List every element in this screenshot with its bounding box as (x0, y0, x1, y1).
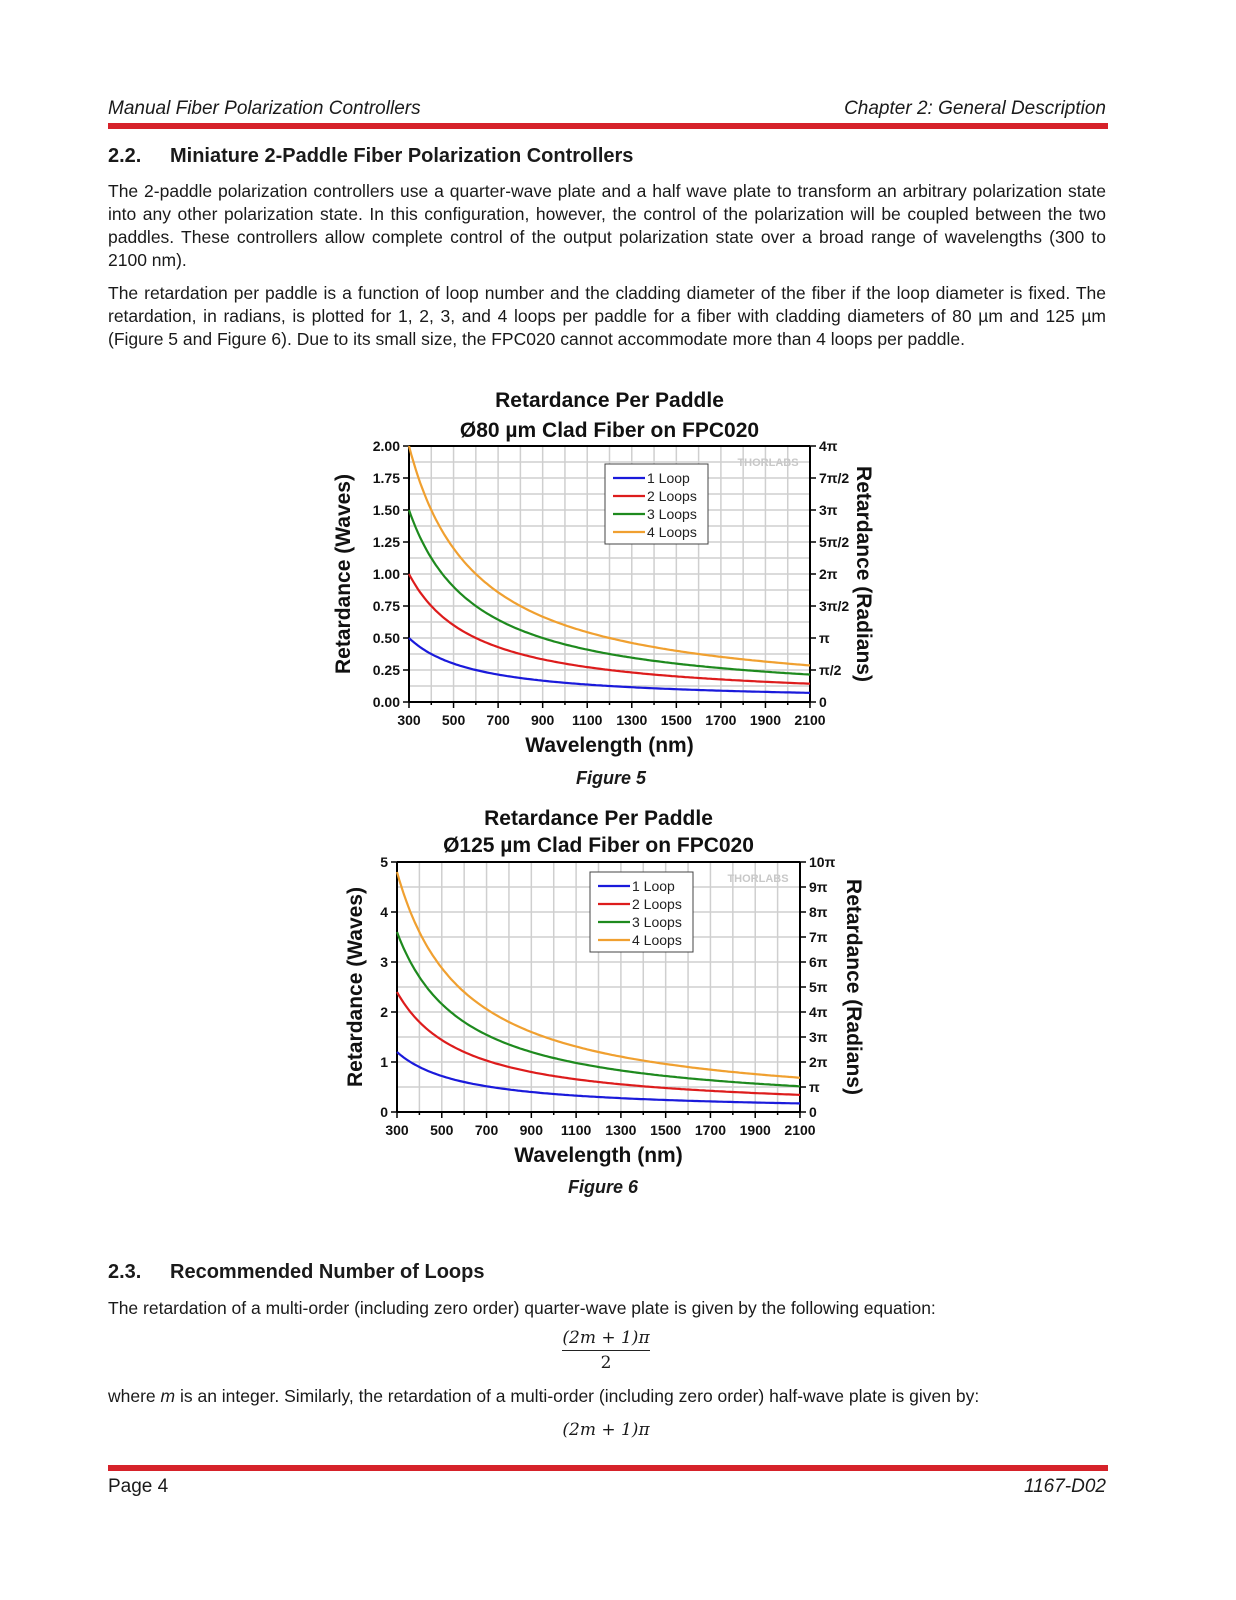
x-tick-label: 900 (519, 1122, 544, 1138)
x-tick-label: 500 (441, 712, 466, 728)
y-tick-label: 0.75 (372, 598, 400, 614)
legend-label: 2 Loops (647, 488, 697, 504)
header-divider (108, 123, 1108, 129)
y2-tick-label: 3π (809, 1029, 828, 1045)
figure-6-chart (320, 800, 900, 1170)
header-left: Manual Fiber Polarization Controllers (108, 98, 421, 119)
legend-label: 1 Loop (632, 878, 675, 894)
y2-tick-label: 5π/2 (819, 534, 850, 550)
y2-tick-label: 5π (809, 979, 828, 995)
y-tick-label: 2.00 (372, 438, 400, 454)
figure-5-caption: Figure 5 (575, 768, 646, 788)
legend-label: 2 Loops (632, 896, 682, 912)
section-number: 2.2. (108, 145, 142, 167)
paragraph (108, 1385, 1106, 1408)
legend-label: 3 Loops (647, 506, 697, 522)
footer-divider (108, 1465, 1108, 1471)
legend-label: 4 Loops (647, 524, 697, 540)
y2-tick-label: 3π (819, 502, 838, 518)
y2-tick-label: 4π (819, 438, 838, 454)
section-title: Recommended Number of Loops (170, 1261, 485, 1283)
y-tick-label: 1.25 (372, 534, 400, 550)
legend-label: 1 Loop (647, 470, 690, 486)
variable-m: m (160, 1386, 176, 1406)
y-tick-label: 4 (380, 904, 388, 920)
page-footer (108, 1476, 1106, 1498)
fraction-bar (562, 1350, 649, 1351)
y-tick-label: 1.75 (372, 470, 400, 486)
y-tick-label: 3 (380, 954, 388, 970)
watermark-logo: THORLABS (727, 873, 789, 885)
figure-5-chart (320, 382, 900, 762)
running-header (108, 98, 1106, 120)
y-tick-label: 1.00 (372, 566, 400, 582)
y2-tick-label: 10π (809, 854, 836, 870)
chart-subtitle: Ø80 µm Clad Fiber on FPC020 (459, 419, 760, 442)
y-tick-label: 0 (380, 1104, 388, 1120)
y2-tick-label: π/2 (819, 662, 842, 678)
legend-label: 4 Loops (632, 932, 682, 948)
y-tick-label: 2 (380, 1004, 388, 1020)
paragraph: The retardation of a multi-order (including zero order) quarter-wave plate is given by the following equation: (108, 1298, 936, 1318)
x-tick-label: 1300 (605, 1122, 637, 1138)
y-tick-label: 1.50 (372, 502, 400, 518)
y2-tick-label: 7π (809, 929, 828, 945)
y2-tick-label: π (819, 630, 830, 646)
x-tick-label: 900 (530, 712, 555, 728)
legend-label: 3 Loops (632, 914, 682, 930)
text: is an integer. Similarly, the retardation of a multi-order (including zero order) half-wave plate is given by: (175, 1386, 980, 1406)
document-id: 1167-D02 (1023, 1476, 1106, 1497)
y2-tick-label: 4π (809, 1004, 828, 1020)
x-tick-label: 2100 (794, 712, 826, 728)
section-heading-2-2 (108, 145, 633, 168)
paragraph: The 2-paddle polarization controllers use a quarter-wave plate and a half wave plate to transform an arbitrary polarization state into any other polarization state. In this configuration, however, the control of the polarization will be coupled between the two paddles. These controllers allow complete control of the output polarization state over a broad range of wavelengths (300 to 2100 nm). (108, 181, 1106, 270)
x-tick-label: 1500 (650, 1122, 682, 1138)
header-right: Chapter 2: General Description (844, 98, 1106, 119)
x-axis-label: Wavelength (nm) (514, 1144, 683, 1167)
y-tick-label: 1 (380, 1054, 388, 1070)
x-tick-label: 1500 (660, 712, 692, 728)
equation-denominator: 2 (600, 1353, 612, 1373)
x-tick-label: 1100 (572, 712, 603, 728)
y2-tick-label: 2π (809, 1054, 828, 1070)
y2-tick-label: 8π (809, 904, 828, 920)
y2-axis-label: Retardance (Radians) (842, 879, 865, 1095)
y2-tick-label: 0 (809, 1104, 817, 1120)
figure-6-caption: Figure 6 (567, 1177, 638, 1197)
chart-title: Retardance Per Paddle (495, 389, 724, 412)
page-number: Page 4 (108, 1476, 169, 1497)
x-tick-label: 1100 (560, 1122, 592, 1138)
chart-title: Retardance Per Paddle (484, 807, 713, 830)
y-tick-label: 0.25 (372, 662, 400, 678)
y2-tick-label: 3π/2 (819, 598, 850, 614)
chart-subtitle: Ø125 µm Clad Fiber on FPC020 (443, 834, 754, 857)
x-tick-label: 1900 (739, 1122, 771, 1138)
x-tick-label: 1700 (694, 1122, 727, 1138)
equation-half-wave: (2m + 1)π (562, 1420, 650, 1440)
y2-tick-label: 9π (809, 879, 828, 895)
equation-quarter-wave (556, 1328, 656, 1373)
section-heading-2-3 (108, 1261, 484, 1284)
y-tick-label: 0.50 (372, 630, 400, 646)
watermark-logo: THORLABS (737, 457, 799, 469)
equation-numerator: (2m + 1)π (562, 1328, 650, 1348)
x-tick-label: 500 (430, 1122, 454, 1138)
x-tick-label: 300 (397, 712, 421, 728)
x-tick-label: 1700 (705, 712, 737, 728)
x-tick-label: 2100 (784, 1122, 816, 1138)
y2-tick-label: 7π/2 (819, 470, 850, 486)
section-title: Miniature 2-Paddle Fiber Polarization Controllers (170, 145, 634, 167)
y2-tick-label: π (809, 1079, 820, 1095)
y2-tick-label: 6π (809, 954, 828, 970)
y-axis-label: Retardance (Waves) (344, 887, 367, 1087)
y2-tick-label: 0 (819, 694, 827, 710)
y-tick-label: 5 (380, 854, 388, 870)
x-tick-label: 1300 (616, 712, 648, 728)
y-tick-label: 0.00 (372, 694, 400, 710)
y-axis-label: Retardance (Waves) (332, 474, 355, 674)
x-tick-label: 1900 (749, 712, 782, 728)
x-tick-label: 300 (385, 1122, 409, 1138)
text: where (108, 1386, 161, 1406)
paragraph: The retardation per paddle is a function of loop number and the cladding diameter of the fiber if the loop diameter is fixed. The retardation, in radians, is plotted for 1, 2, 3, and 4 loops per paddle for a fiber with cladding diameters of 80 µm and 125 µm (Figure 5 and Figure 6). Due to its small size, the FPC020 cannot accommodate more than 4 loops per paddle. (108, 283, 1106, 349)
section-number: 2.3. (108, 1261, 142, 1283)
y2-axis-label: Retardance (Radians) (852, 466, 875, 682)
y2-tick-label: 2π (819, 566, 838, 582)
x-tick-label: 700 (474, 1122, 499, 1138)
x-axis-label: Wavelength (nm) (525, 734, 694, 757)
x-tick-label: 700 (486, 712, 510, 728)
